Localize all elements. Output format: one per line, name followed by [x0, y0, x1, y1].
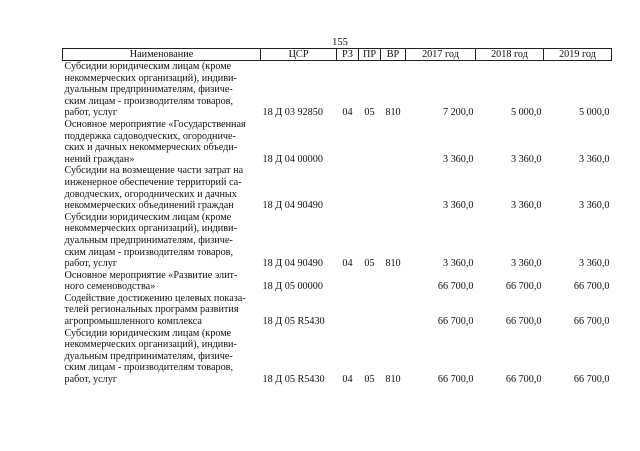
row-value-2018: 3 360,0 — [510, 258, 542, 270]
row-vr — [381, 293, 406, 328]
row-name-line: ским лицам - производителям товаров, — [64, 246, 234, 258]
row-csr: 18 Д 03 92850 — [262, 107, 323, 119]
row-value-2019: 5 000,0 — [578, 107, 610, 119]
row-name-line: поддержка садоводческих, огородниче- — [64, 130, 236, 142]
row-value-2017: 66 700,0 — [437, 281, 474, 293]
row-name — [63, 165, 261, 211]
row-name-line: ским лицам - производителям товаров, — [64, 362, 234, 374]
row-name-line: некоммерческих организаций), индиви- — [64, 223, 237, 235]
row-name — [63, 61, 261, 119]
table-header-row — [63, 49, 612, 61]
row-pr — [359, 119, 381, 165]
row-csr: 18 Д 05 00000 — [262, 281, 323, 293]
row-value-2018: 5 000,0 — [510, 107, 542, 119]
row-name — [63, 270, 261, 293]
table-row — [63, 119, 612, 165]
header-2019: 2019 год — [544, 49, 612, 61]
row-value-2018: 66 700,0 — [505, 374, 542, 386]
row-value-2017: 3 360,0 — [442, 153, 474, 165]
row-name-line: работ, услуг — [64, 258, 118, 270]
row-vr: 810 — [385, 374, 401, 386]
row-value-2018: 66 700,0 — [505, 316, 542, 328]
row-value-2019: 66 700,0 — [573, 374, 610, 386]
row-name — [63, 119, 261, 165]
row-value-2019: 3 360,0 — [578, 153, 610, 165]
row-rz — [337, 293, 359, 328]
table-row — [63, 61, 612, 119]
header-pr: ПР — [359, 49, 381, 61]
row-name-line: Субсидии юридическим лицам (кроме — [64, 61, 232, 72]
row-name-line: некоммерческих организаций), индиви- — [64, 339, 237, 351]
row-csr: 18 Д 04 90490 — [262, 258, 323, 270]
row-name-line: инженерное обеспечение территорий са- — [64, 176, 242, 188]
header-rz: РЗ — [337, 49, 359, 61]
row-value-2019: 3 360,0 — [578, 258, 610, 270]
table-row — [63, 212, 612, 270]
row-name-line: Субсидии на возмещение части затрат на — [64, 165, 244, 177]
header-name: Наименование — [63, 49, 261, 61]
row-name-line: Субсидии юридическим лицам (кроме — [64, 327, 232, 339]
row-name — [63, 328, 261, 386]
row-name-line: Основное мероприятие «Развитие элит- — [64, 269, 238, 281]
row-csr: 18 Д 05 R5430 — [262, 374, 325, 386]
row-value-2018: 66 700,0 — [505, 281, 542, 293]
row-rz — [337, 270, 359, 293]
row-rz — [337, 165, 359, 211]
row-pr — [359, 270, 381, 293]
row-name-line: Субсидии юридическим лицам (кроме — [64, 211, 232, 223]
row-pr — [359, 165, 381, 211]
row-name-line: работ, услуг — [64, 107, 118, 119]
row-pr: 05 — [364, 374, 375, 386]
row-name-line: дуальным предпринимателям, физиче- — [64, 234, 233, 246]
row-csr: 18 Д 04 00000 — [262, 153, 323, 165]
row-name-line: Основное мероприятие «Государственная — [64, 118, 246, 130]
header-2017: 2017 год — [406, 49, 476, 61]
row-name-line: работ, услуг — [64, 374, 118, 386]
row-value-2017: 66 700,0 — [437, 316, 474, 328]
row-name-line: ного семеноводства» — [64, 281, 156, 293]
row-rz: 04 — [342, 374, 353, 386]
header-vr: ВР — [381, 49, 406, 61]
row-name-line: дуальным предпринимателям, физиче- — [64, 84, 233, 96]
row-pr: 05 — [364, 107, 375, 119]
row-value-2019: 66 700,0 — [573, 316, 610, 328]
row-value-2018: 3 360,0 — [510, 153, 542, 165]
row-vr: 810 — [385, 107, 401, 119]
row-rz — [337, 119, 359, 165]
row-value-2017: 7 200,0 — [442, 107, 474, 119]
row-vr — [381, 270, 406, 293]
table-row — [63, 293, 612, 328]
row-rz: 04 — [342, 107, 353, 119]
table-row — [63, 165, 612, 211]
row-value-2017: 66 700,0 — [437, 374, 474, 386]
header-csr: ЦСР — [261, 49, 337, 61]
row-name-line: ских и дачных некоммерческих объеди- — [64, 142, 238, 154]
row-name-line: дуальным предпринимателям, физиче- — [64, 350, 233, 362]
row-name-line: некоммерческих объединений граждан — [64, 200, 234, 212]
row-name-line: ским лицам - производителям товаров, — [64, 95, 234, 107]
row-name-line: агропромышленного комплекса — [64, 316, 202, 328]
row-csr: 18 Д 04 90490 — [262, 200, 323, 212]
table-body — [63, 61, 612, 386]
row-value-2019: 3 360,0 — [578, 200, 610, 212]
budget-table — [62, 48, 612, 386]
row-name-line: нений граждан» — [64, 153, 135, 165]
row-pr — [359, 293, 381, 328]
row-name-line: телей региональных программ развития — [64, 304, 239, 316]
row-vr — [381, 119, 406, 165]
page-number: 155 — [332, 37, 348, 48]
row-name — [63, 293, 261, 328]
row-value-2017: 3 360,0 — [442, 258, 474, 270]
row-value-2017: 3 360,0 — [442, 200, 474, 212]
row-value-2019: 66 700,0 — [573, 281, 610, 293]
table-row — [63, 270, 612, 293]
row-pr: 05 — [364, 258, 375, 270]
row-name — [63, 212, 261, 270]
row-value-2018: 3 360,0 — [510, 200, 542, 212]
row-vr — [381, 165, 406, 211]
row-name-line: Содействие достижению целевых показа- — [64, 292, 246, 304]
row-rz: 04 — [342, 258, 353, 270]
row-csr: 18 Д 05 R5430 — [262, 316, 325, 328]
row-vr: 810 — [385, 258, 401, 270]
header-2018: 2018 год — [476, 49, 544, 61]
table-row — [63, 328, 612, 386]
row-name-line: некоммерческих организаций), индиви- — [64, 72, 237, 84]
row-name-line: доводческих, огороднических и дачных — [64, 188, 237, 200]
